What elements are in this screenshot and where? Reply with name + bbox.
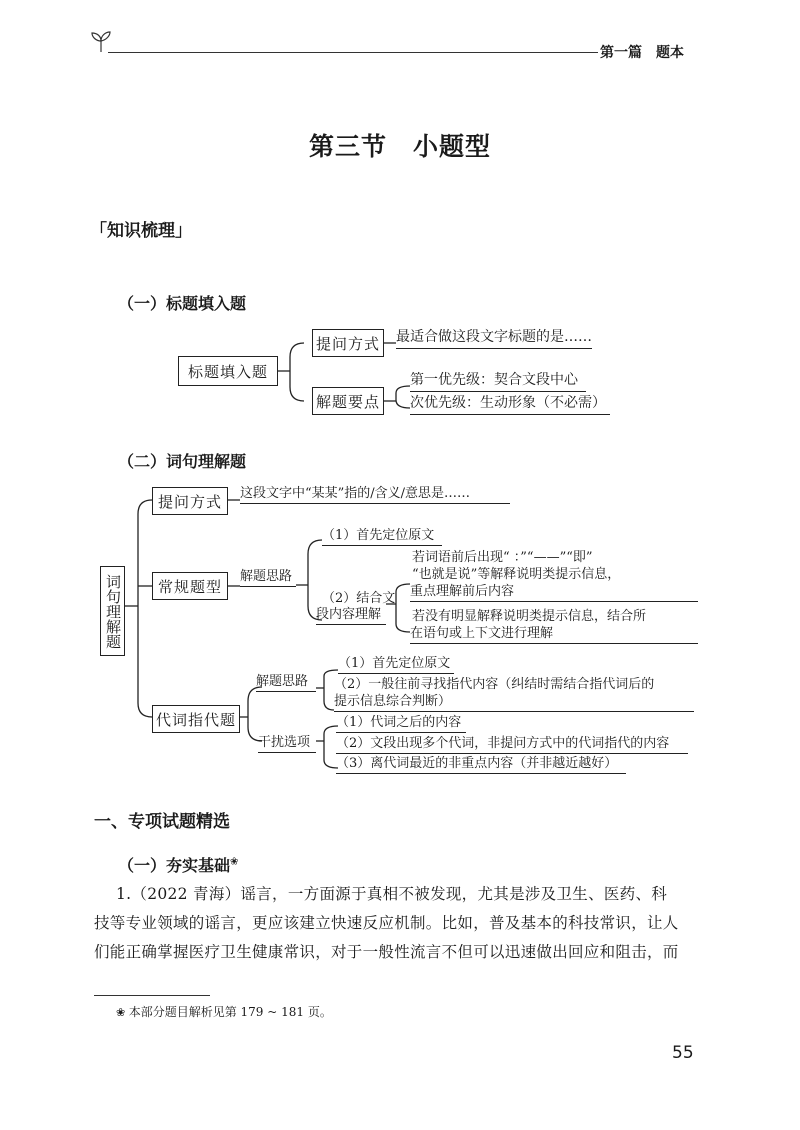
case-b-line2: 在语句或上下文进行理解 bbox=[410, 622, 698, 644]
section1-heading: 一、专项试题精选 bbox=[94, 812, 230, 832]
bracket-open: 「 bbox=[90, 221, 107, 241]
case-a-line3: 重点理解前后内容 bbox=[410, 580, 698, 602]
distractor-1: （1）代词之后的内容 bbox=[336, 711, 466, 733]
running-title: 第一篇 题本 bbox=[600, 45, 684, 61]
part2-routine-step2b: 段内容理解 bbox=[316, 603, 386, 625]
footnote-marker-icon: ❀ bbox=[230, 856, 239, 868]
pronoun-step1: （1）首先定位原文 bbox=[338, 652, 454, 674]
part1-root-box: 标题填入题 bbox=[178, 356, 278, 386]
part1-key-first: 第一优先级：契合文段中心 bbox=[410, 369, 586, 392]
footnote-rule bbox=[94, 995, 210, 996]
pronoun-step2-line2: 提示信息综合判断） bbox=[334, 690, 694, 712]
case-a-line2: “也就是说”等解释说明类提示信息， bbox=[412, 567, 621, 582]
part2-routine-approach: 解题思路 bbox=[240, 565, 296, 587]
part2-root-text: 词句理解题 bbox=[104, 573, 122, 649]
question-line1: 1.（2022 青海）谣言，一方面源于真相不被发现，尤其是涉及卫生、医药、科 bbox=[116, 885, 668, 903]
section-title: 第三节 小题型 bbox=[308, 132, 491, 161]
sub1-heading-text: （一）夯实基础 bbox=[118, 856, 231, 875]
part2-routine-step1: （1）首先定位原文 bbox=[322, 524, 442, 546]
part2-routine-step2a: （2）结合文 bbox=[322, 591, 396, 606]
case-a-line1: 若词语前后出现“ ：”“——”“即” bbox=[412, 550, 593, 565]
question-line2: 技等专业领域的谣言，更应该建立快速反应机制。比如，普及基本的科技常识，让人 bbox=[94, 914, 679, 932]
footnote-marker-icon-2: ❀ bbox=[116, 1006, 129, 1019]
distractor-3: （3）离代词最近的非重点内容（并非越近越好） bbox=[336, 752, 626, 774]
footnote-text: 本部分题目解析见第 179 ~ 181 页。 bbox=[128, 1005, 332, 1019]
footnote bbox=[116, 1003, 332, 1020]
part2-routine-box: 常规题型 bbox=[152, 572, 228, 600]
part2-ask-box: 提问方式 bbox=[152, 487, 228, 515]
part1-heading: （一）标题填入题 bbox=[118, 294, 247, 313]
bracket-close: 」 bbox=[175, 221, 192, 241]
part2-distractor: 干扰选项 bbox=[258, 731, 316, 753]
part1-ask-box: 提问方式 bbox=[312, 329, 384, 357]
part1-ask-text: 最适合做这段文字标题的是…… bbox=[396, 326, 592, 349]
part2-heading: （二）词句理解题 bbox=[118, 452, 247, 471]
distractor-2: （2）文段出现多个代词，非提问方式中的代词指代的内容 bbox=[336, 732, 688, 754]
part2-root-box bbox=[100, 566, 125, 656]
question-line3: 们能正确掌握医疗卫生健康常识，对于一般性流言不但可以迅速做出回应和阻击，而 bbox=[94, 943, 679, 961]
part2-ask-text: 这段文字中“某某”指的/含义/意思是…… bbox=[240, 482, 510, 504]
knowledge-heading-text: 知识梳理 bbox=[107, 221, 175, 241]
case-b-line1: 若没有明显解释说明类提示信息，结合所 bbox=[412, 609, 647, 624]
part1-key-second: 次优先级：生动形象（不必需） bbox=[410, 392, 610, 415]
pronoun-step2-line1: （2）一般往前寻找指代内容（纠结时需结合指代词后的 bbox=[334, 677, 655, 692]
page-number: 55 bbox=[672, 1043, 694, 1063]
part1-key-box: 解题要点 bbox=[312, 387, 384, 415]
sub1-heading bbox=[118, 853, 238, 876]
part2-pronoun-box: 代词指代题 bbox=[152, 705, 240, 733]
part2-pronoun-approach: 解题思路 bbox=[256, 670, 316, 692]
